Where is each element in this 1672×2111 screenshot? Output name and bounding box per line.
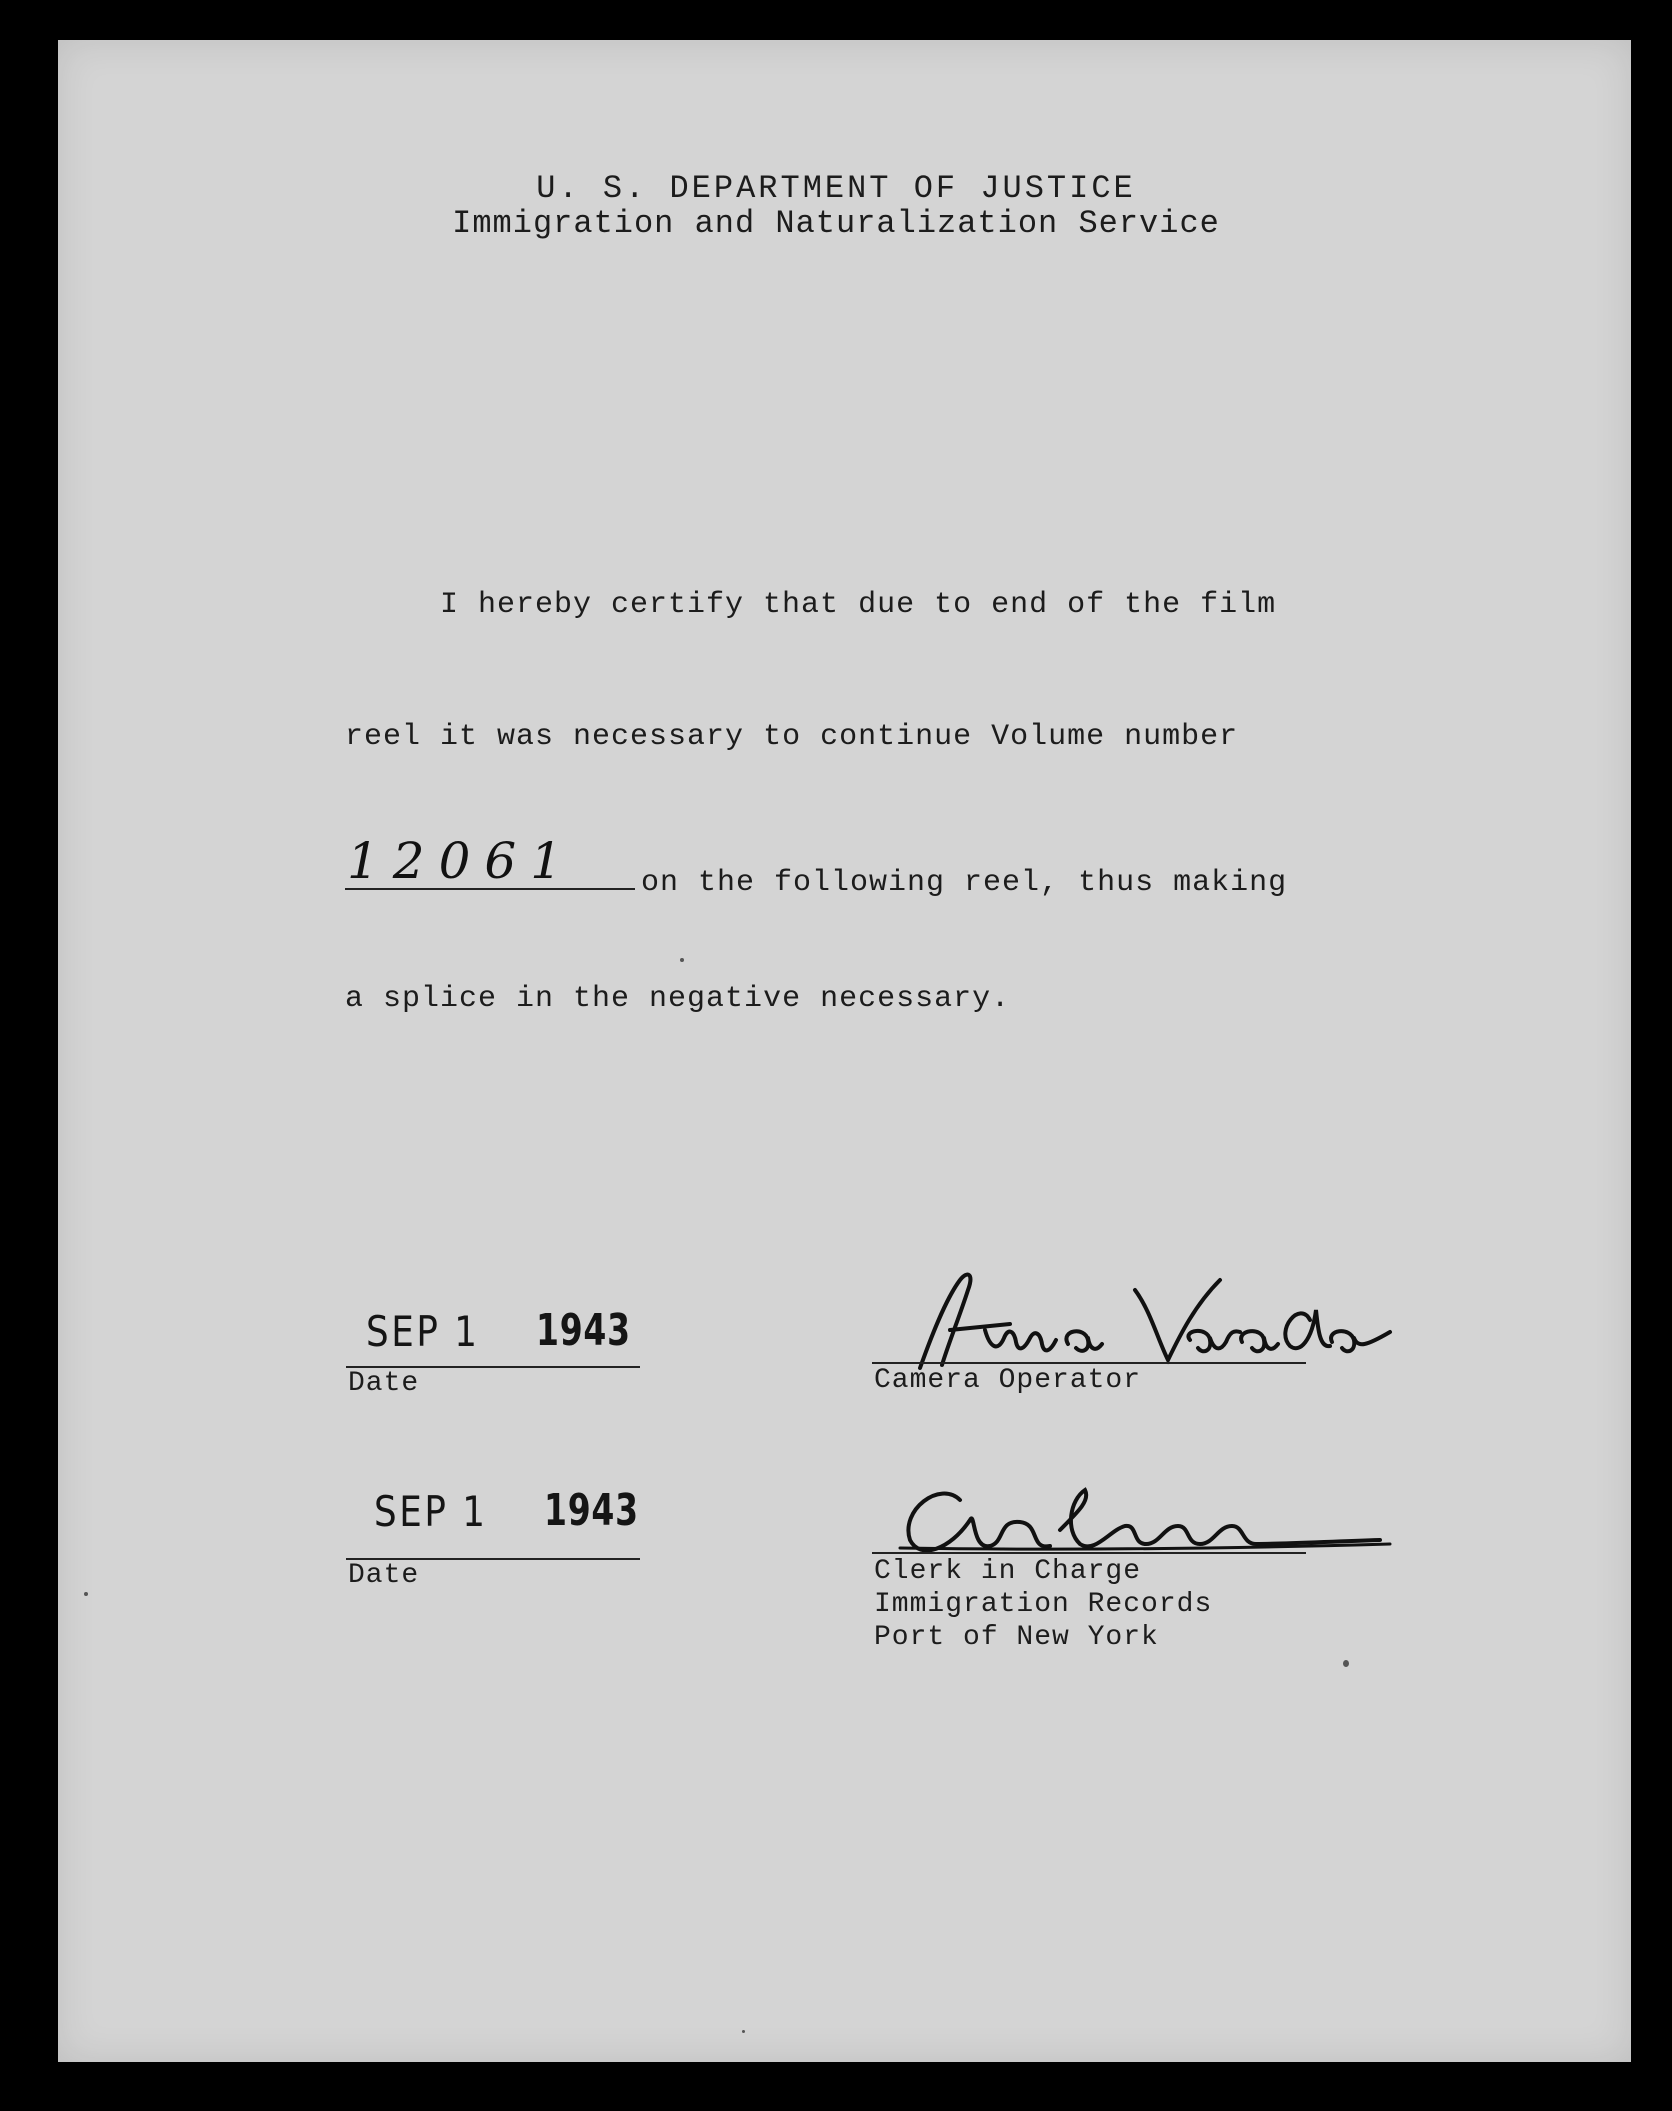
date-stamp-month-day: SEP 1 <box>374 1487 488 1536</box>
date-stamp-2 <box>374 1485 639 1536</box>
date-stamp-year: 1943 <box>536 1305 631 1356</box>
scan-speck <box>84 1592 88 1596</box>
clerk-title-line-3: Port of New York <box>874 1622 1159 1653</box>
certificate-line-2: reel it was necessary to continue Volume number <box>345 720 1239 754</box>
date-label-1: Date <box>348 1368 420 1399</box>
certificate-line-3-text: on the following reel, thus making <box>641 866 1288 900</box>
volume-number-handwritten: 12061 <box>347 832 577 890</box>
agency-heading: U. S. DEPARTMENT OF JUSTICE <box>536 170 1136 207</box>
certificate-line-4: a splice in the negative necessary. <box>345 982 1011 1016</box>
service-heading: Immigration and Naturalization Service <box>452 205 1220 242</box>
scan-speck <box>742 2030 745 2033</box>
clerk-title-line-1: Clerk in Charge <box>874 1556 1142 1587</box>
clerk-signature-line <box>872 1552 1306 1554</box>
date-stamp-year: 1943 <box>544 1485 639 1536</box>
clerk-title-block <box>874 1555 1212 1654</box>
date-stamp-month-day: SEP 1 <box>366 1307 480 1356</box>
document-page <box>58 40 1631 2062</box>
scan-speck <box>1343 1660 1349 1667</box>
clerk-title-line-2: Immigration Records <box>874 1589 1213 1620</box>
volume-number-field <box>345 832 635 890</box>
camera-operator-title: Camera Operator <box>874 1365 1142 1396</box>
certificate-line-1: I hereby certify that due to end of the film <box>440 588 1277 622</box>
certificate-line-3 <box>345 832 1288 900</box>
date-stamp-1 <box>366 1305 631 1356</box>
scan-speck <box>680 958 684 962</box>
date-label-2: Date <box>348 1560 420 1591</box>
